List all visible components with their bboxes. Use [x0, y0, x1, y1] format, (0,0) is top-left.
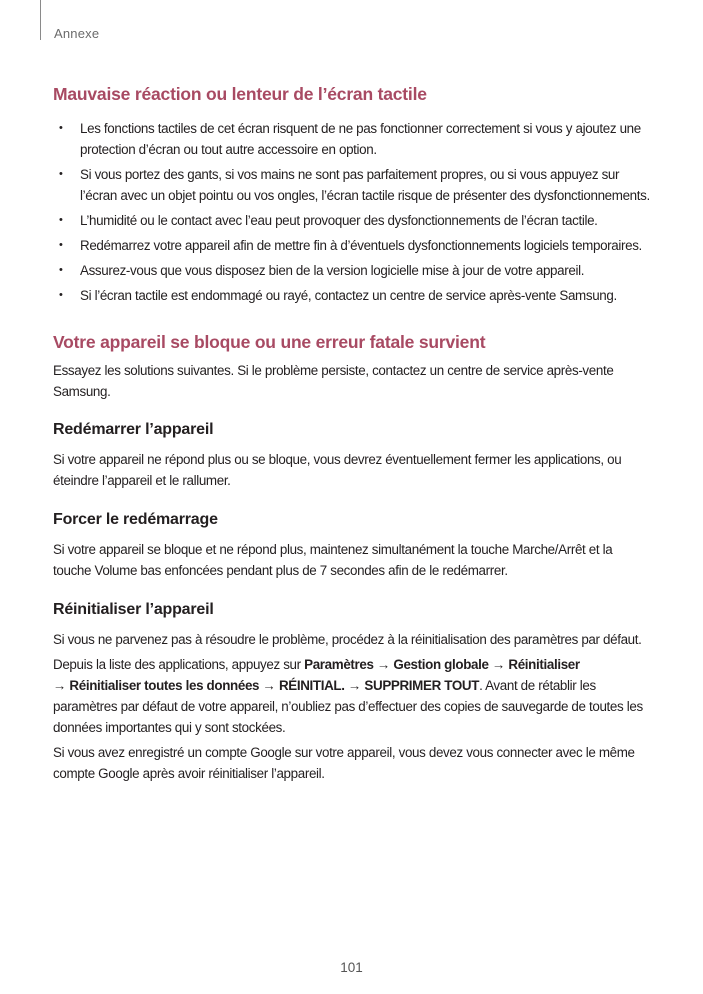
section-title-touch: Mauvaise réaction ou lenteur de l’écran tactile — [53, 84, 427, 104]
list-item: • Si vous portez des gants, si vos mains ne sont pas parfaitement propres, ou si vous appuyez sur l’écran avec un objet pointu ou vos ongles, l’écran tactile risque de présenter des dysfonctionnements. — [53, 164, 653, 206]
menu-path-reinitial: RÉINITIAL. — [278, 678, 345, 693]
force-restart-text: Si votre appareil se bloque et ne répond plus, maintenez simultanément la touche Marche/Arrêt et la touche Volume bas enfoncées pendant plus de 7 secondes afin de le redémarrer. — [53, 542, 613, 578]
list-item: • Assurez-vous que vous disposez bien de la version logicielle mise à jour de votre appareil. — [53, 260, 653, 281]
menu-path-reinitialiser-toutes: Réinitialiser toutes les données — [69, 678, 260, 693]
arrow-icon: → — [488, 657, 509, 672]
reset-path-instructions: Depuis la liste des applications, appuyez sur Paramètres → Gestion globale → Réinitialiser → Réinitialiser toutes les données → RÉINITIAL. → SUPPRIMER TOUT. Avant de rétablir les paramètres par défaut de votre appareil, n’oubliez pas d’effectuer des copies de sauvegarde de toutes les données importantes qui y sont stockées. — [53, 657, 643, 735]
bullet-icon: • — [59, 214, 63, 226]
running-header: Annexe — [54, 26, 100, 41]
bullet-icon: • — [59, 239, 63, 251]
subsection-title-restart: Redémarrer l’appareil — [53, 421, 214, 438]
page-margin-rule — [40, 0, 41, 40]
bullet-icon: • — [59, 122, 63, 134]
list-item: • Redémarrez votre appareil afin de mettre fin à d’éventuels dysfonctionnements logiciels temporaires. — [53, 235, 653, 256]
list-item: • Si l’écran tactile est endommagé ou rayé, contactez un centre de service après-vente Samsung. — [53, 285, 653, 306]
list-item: • L’humidité ou le contact avec l’eau peut provoquer des dysfonctionnements de l’écran tactile. — [53, 210, 653, 231]
menu-path-reinitialiser: Réinitialiser — [508, 657, 580, 672]
page-number: 101 — [340, 960, 363, 975]
section-title-freeze: Votre appareil se bloque ou une erreur fatale survient — [53, 332, 486, 352]
menu-path-supprimer-tout: SUPPRIMER TOUT — [364, 678, 480, 693]
bullet-icon: • — [59, 289, 63, 301]
bullet-icon: • — [59, 264, 63, 276]
freeze-intro: Essayez les solutions suivantes. Si le problème persiste, contactez un centre de service après-vente Samsung. — [53, 363, 614, 399]
touch-bullet-list — [53, 118, 653, 306]
bullet-icon: • — [59, 168, 63, 180]
reset-text-intro: Si vous ne parvenez pas à résoudre le problème, procédez à la réinitialisation des paramètres par défaut. — [53, 632, 642, 647]
menu-path-gestion-globale: Gestion globale — [393, 657, 489, 672]
menu-path-parametres: Paramètres — [304, 657, 374, 672]
page-content — [53, 82, 653, 784]
arrow-icon: → — [373, 657, 394, 672]
arrow-icon: → — [259, 678, 279, 693]
reset-google-account-text: Si vous avez enregistré un compte Google sur votre appareil, vous devez vous connecter avec le même compte Google après avoir réinitialiser l’appareil. — [53, 745, 635, 781]
arrow-icon: → — [53, 678, 70, 693]
list-item: • Les fonctions tactiles de cet écran risquent de ne pas fonctionner correctement si vous y ajoutez une protection d’écran ou tout autre accessoire en option. — [53, 118, 653, 160]
arrow-icon: → — [344, 678, 365, 693]
restart-text: Si votre appareil ne répond plus ou se bloque, vous devrez éventuellement fermer les applications, ou éteindre l’appareil et le rallumer. — [53, 452, 622, 488]
subsection-title-force-restart: Forcer le redémarrage — [53, 511, 218, 528]
subsection-title-reset: Réinitialiser l’appareil — [53, 601, 214, 618]
